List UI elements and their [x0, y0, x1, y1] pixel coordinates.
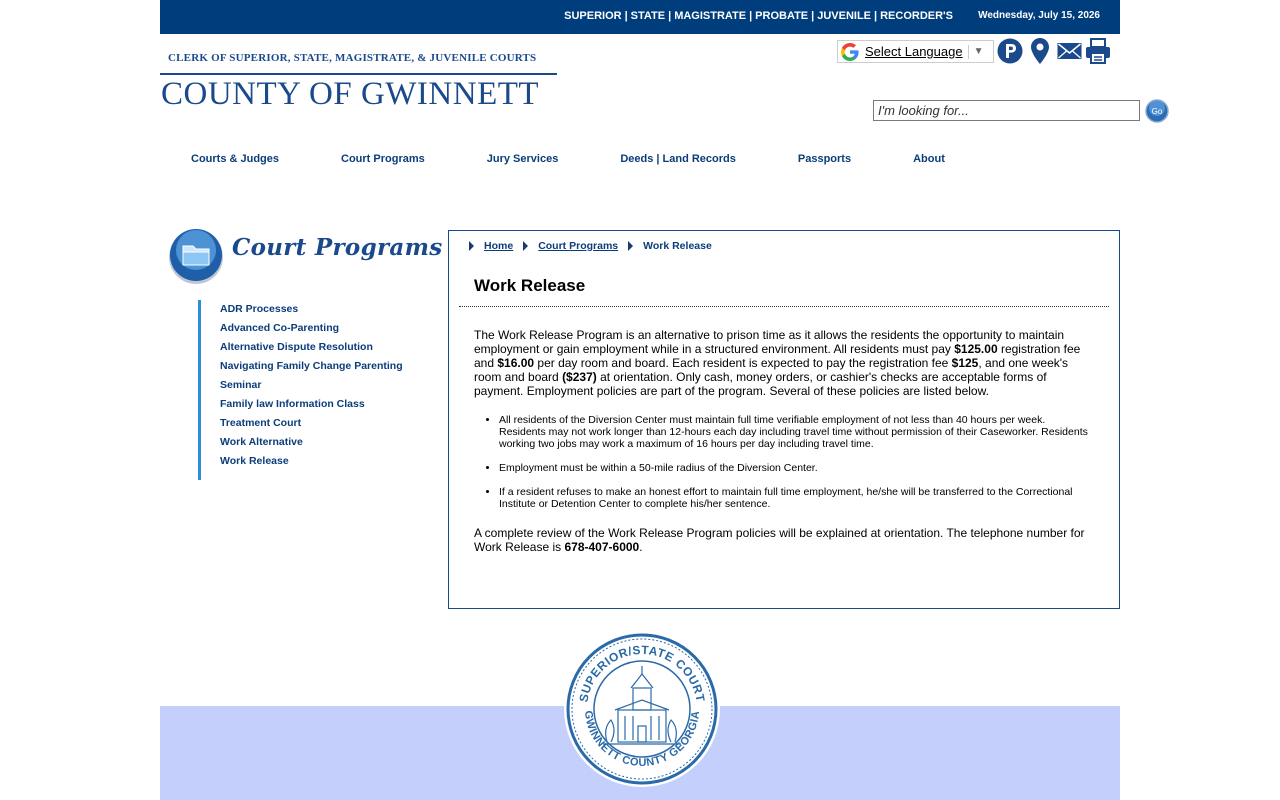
intro-paragraph [474, 328, 1094, 398]
link-separator: | [811, 10, 815, 22]
map-pin-icon[interactable] [1031, 38, 1049, 64]
side-item-treatment-court[interactable]: Treatment Court [220, 417, 302, 429]
breadcrumb-current: Work Release [643, 240, 712, 252]
intro-text: , and one week's room and board [474, 356, 1069, 384]
policy-list [499, 414, 1094, 510]
fee-daily: $16.00 [497, 356, 535, 370]
side-item-seminar[interactable]: Seminar [220, 379, 262, 391]
closing-text: A complete review of the Work Release Program policies will be explained at orientation. The telephone number for Work Release is [474, 526, 1085, 554]
triangle-right-icon [469, 241, 474, 251]
fee-registration: $125.00 [954, 342, 998, 356]
nav-jury-services[interactable]: Jury Services [486, 153, 559, 165]
intro-text: The Work Release Program is an alternative to prison time as it allows the residents the opportunity to maintain employment or gain employment while in a structured environment. All residents must pay [474, 328, 1065, 356]
mail-icon[interactable] [1057, 38, 1082, 64]
content-panel [448, 230, 1120, 609]
print-icon[interactable] [1085, 38, 1111, 64]
link-recorders[interactable]: RECORDER'S [880, 10, 953, 22]
go-search-icon[interactable] [1145, 99, 1169, 123]
side-item-adr-processes[interactable]: ADR Processes [220, 303, 299, 315]
clerk-title[interactable]: CLERK OF SUPERIOR, STATE, MAGISTRATE, & JUVENILE COURTS [168, 52, 537, 64]
closing-text: . [639, 540, 643, 554]
page-title: Work Release [474, 276, 586, 295]
link-state[interactable]: STATE [630, 10, 666, 22]
link-magistrate[interactable]: MAGISTRATE [674, 10, 747, 22]
link-juvenile[interactable]: JUVENILE [817, 10, 872, 22]
google-g-icon [841, 43, 859, 61]
county-title[interactable]: COUNTY OF GWINNETT [161, 76, 540, 112]
search-input[interactable] [873, 100, 1140, 121]
side-item-work-alternative[interactable]: Work Alternative [220, 436, 303, 448]
seal-top-text: SUPERIOR/STATE COURT [576, 642, 708, 704]
nav-about[interactable]: About [913, 153, 945, 165]
intro-text: registration fee and [474, 342, 1081, 370]
nav-courts-judges[interactable]: Courts & Judges [191, 153, 280, 165]
link-probate[interactable]: PROBATE [755, 10, 809, 22]
side-item-work-release[interactable]: Work Release [220, 455, 289, 467]
nav-passports[interactable]: Passports [797, 153, 852, 165]
link-superior[interactable]: SUPERIOR [564, 10, 622, 22]
triangle-right-icon [523, 241, 528, 251]
fee-week: ($237) [562, 370, 597, 384]
side-item-alternative-dispute-resolution[interactable]: Alternative Dispute Resolution [220, 341, 373, 353]
link-separator: | [749, 10, 753, 22]
policy-item: • If a resident refuses to make an honest effort to maintain full time employment, he/she will be transferred to the Correctional Institute or Detention Center to complete his/her sentence. [499, 486, 1094, 510]
main-nav [191, 153, 945, 165]
side-title: Court Programs [232, 234, 443, 261]
side-menu [198, 300, 418, 480]
phone-number: 678-407-6000 [564, 540, 640, 554]
nav-court-programs[interactable]: Court Programs [341, 153, 425, 165]
triangle-right-icon [628, 241, 633, 251]
breadcrumb-court-programs[interactable]: Court Programs [538, 240, 619, 252]
link-separator: | [624, 10, 628, 22]
side-item-family-law-class[interactable]: Family law Information Class [220, 398, 365, 410]
court-seal [563, 630, 721, 788]
chevron-down-icon[interactable]: ▼ [973, 46, 984, 57]
side-item-advanced-co-parenting[interactable]: Advanced Co-Parenting [220, 322, 340, 334]
page-body [474, 328, 1094, 554]
language-selector[interactable] [837, 40, 994, 63]
title-divider [459, 306, 1109, 307]
current-date: Wednesday, July 15, 2026 [978, 10, 1100, 21]
side-item-navigating-family-change[interactable]: Navigating Family Change Parenting [220, 360, 403, 372]
fee-registration-short: $125 [951, 356, 979, 370]
link-separator: | [874, 10, 878, 22]
go-label: Go [1151, 107, 1163, 116]
language-divider [968, 45, 969, 59]
policy-item: • Employment must be within a 50-mile radius of the Diversion Center. [499, 462, 1094, 474]
seal-bottom-text: GWINNETT COUNTY GEORGIA [581, 709, 703, 770]
link-separator: | [668, 10, 672, 22]
nav-deeds-land-records[interactable]: Deeds | Land Records [620, 153, 736, 165]
parking-icon[interactable] [997, 38, 1023, 64]
language-label[interactable]: Select Language [865, 44, 963, 59]
closing-paragraph [474, 526, 1094, 554]
policy-item: • All residents of the Diversion Center must maintain full time verifiable employment of not less than 40 hours per week. Residents may not work longer than 12-hours each day including travel time without permission of their Caseworker. Residents working two jobs may work a maximum of 16 hours per day including travel time. [499, 414, 1094, 450]
breadcrumb [469, 240, 712, 252]
folder-icon [165, 224, 227, 286]
intro-text: per day room and board. Each resident is expected to pay the registration fee [534, 356, 952, 370]
top-bar [160, 0, 1120, 34]
breadcrumb-home[interactable]: Home [484, 240, 514, 252]
court-links [564, 10, 953, 22]
header-divider [160, 73, 557, 75]
intro-text: at orientation. Only cash, money orders, or cashier's checks are acceptable forms of payment. Employment policies are part of the program. Several of these policies are listed below. [474, 370, 1047, 398]
